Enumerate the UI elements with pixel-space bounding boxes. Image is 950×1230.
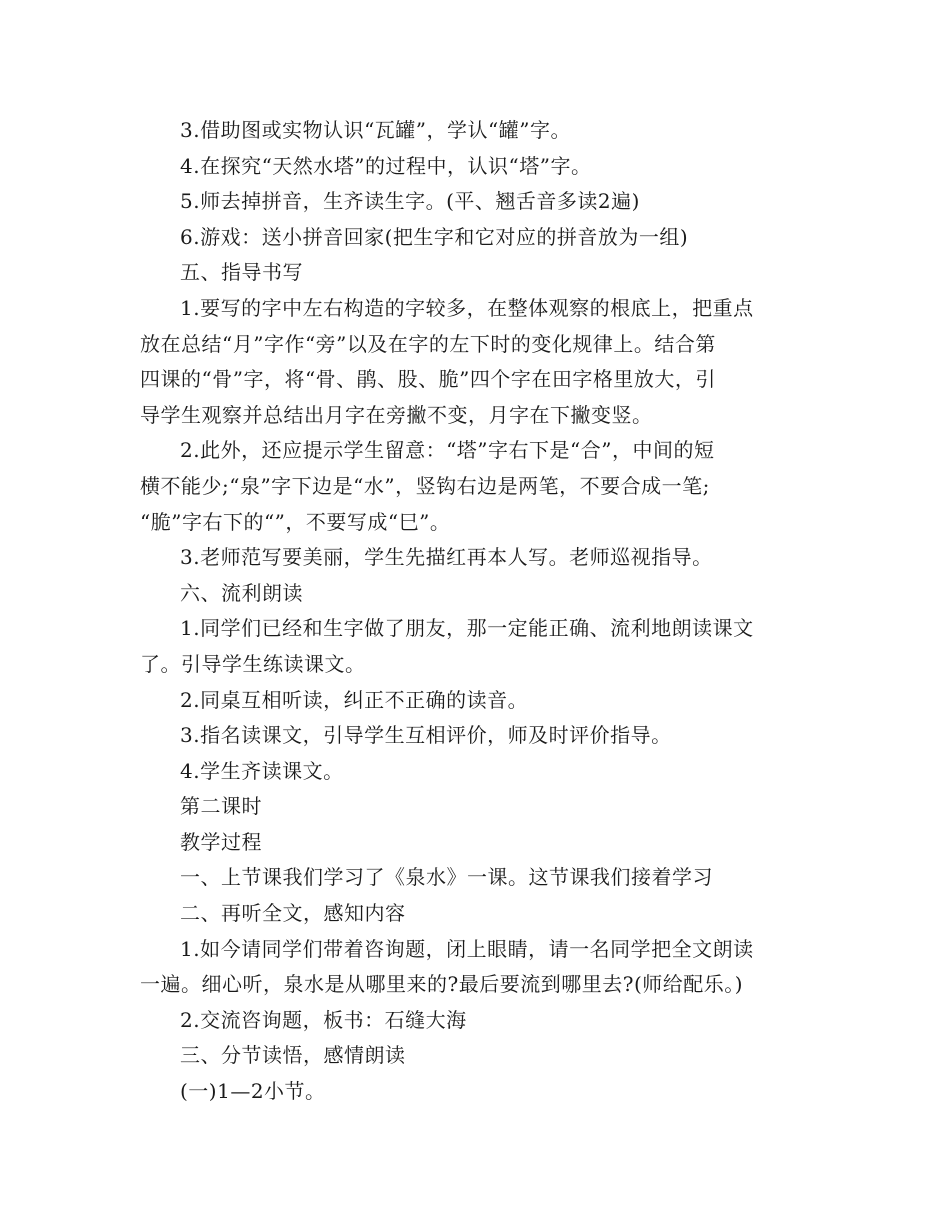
text-line: 1.同学们已经和生字做了朋友，那一定能正确、流利地朗读课文	[180, 616, 754, 641]
text-line: 4.在探究“天然水塔”的过程中，认识“塔”字。	[180, 153, 592, 178]
text-line: 2.交流咨询题，板书：石缝大海	[180, 1007, 467, 1032]
text-line: 横不能少;“泉”字下边是“水”，竖钩右边是两笔，不要合成一笔;	[140, 473, 710, 498]
document-body	[140, 113, 812, 1110]
section-heading: 一、上节课我们学习了《泉水》一课。这节课我们接着学习	[180, 865, 713, 890]
section-heading: 六、流利朗读	[180, 580, 303, 605]
text-line: 四课的“骨”字，将“骨、鹃、股、脆”四个字在田字格里放大，引	[140, 367, 716, 392]
text-line: 2.同桌互相听读，纠正不正确的读音。	[180, 687, 529, 712]
text-line: 导学生观察并总结出月字在旁撇不变，月字在下撇变竖。	[140, 402, 653, 427]
text-line: 3.老师范写要美丽，学生先描红再本人写。老师巡视指导。	[180, 545, 713, 570]
text-line: 3.借助图或实物认识“瓦罐”，学认“罐”字。	[180, 118, 571, 142]
lesson-heading: 第二课时	[180, 794, 262, 819]
lesson-subheading: 教学过程	[180, 829, 262, 854]
text-line: 了。引导学生练读课文。	[140, 651, 366, 676]
text-line: 6.游戏：送小拼音回家(把生字和它对应的拼音放为一组)	[180, 224, 689, 249]
text-line: 1.要写的字中左右构造的字较多，在整体观察的根底上，把重点	[180, 295, 754, 320]
text-line: “脆”字右下的“”，不要写成“巳”。	[140, 509, 451, 534]
text-line: 放在总结“月”字作“旁”以及在字的左下时的变化规律上。结合第	[140, 331, 716, 356]
text-line: 4.学生齐读课文。	[180, 758, 344, 783]
text-line: 2.此外，还应提示学生留意：“塔”字右下是“合”，中间的短	[180, 438, 715, 463]
text-line: 5.师去掉拼音，生齐读生字。(平、翘舌音多读2遍)	[180, 189, 640, 214]
section-heading: 二、再听全文，感知内容	[180, 901, 406, 926]
subsection-heading: (一)1—2小节。	[180, 1079, 326, 1104]
section-heading: 三、分节读悟，感情朗读	[180, 1043, 406, 1068]
text-line: 一遍。细心听，泉水是从哪里来的?最后要流到哪里去?(师给配乐。)	[140, 972, 744, 997]
text-line: 1.如今请同学们带着咨询题，闭上眼睛，请一名同学把全文朗读	[180, 936, 754, 961]
text-line: 3.指名读课文，引导学生互相评价，师及时评价指导。	[180, 723, 672, 748]
section-heading: 五、指导书写	[180, 260, 303, 285]
